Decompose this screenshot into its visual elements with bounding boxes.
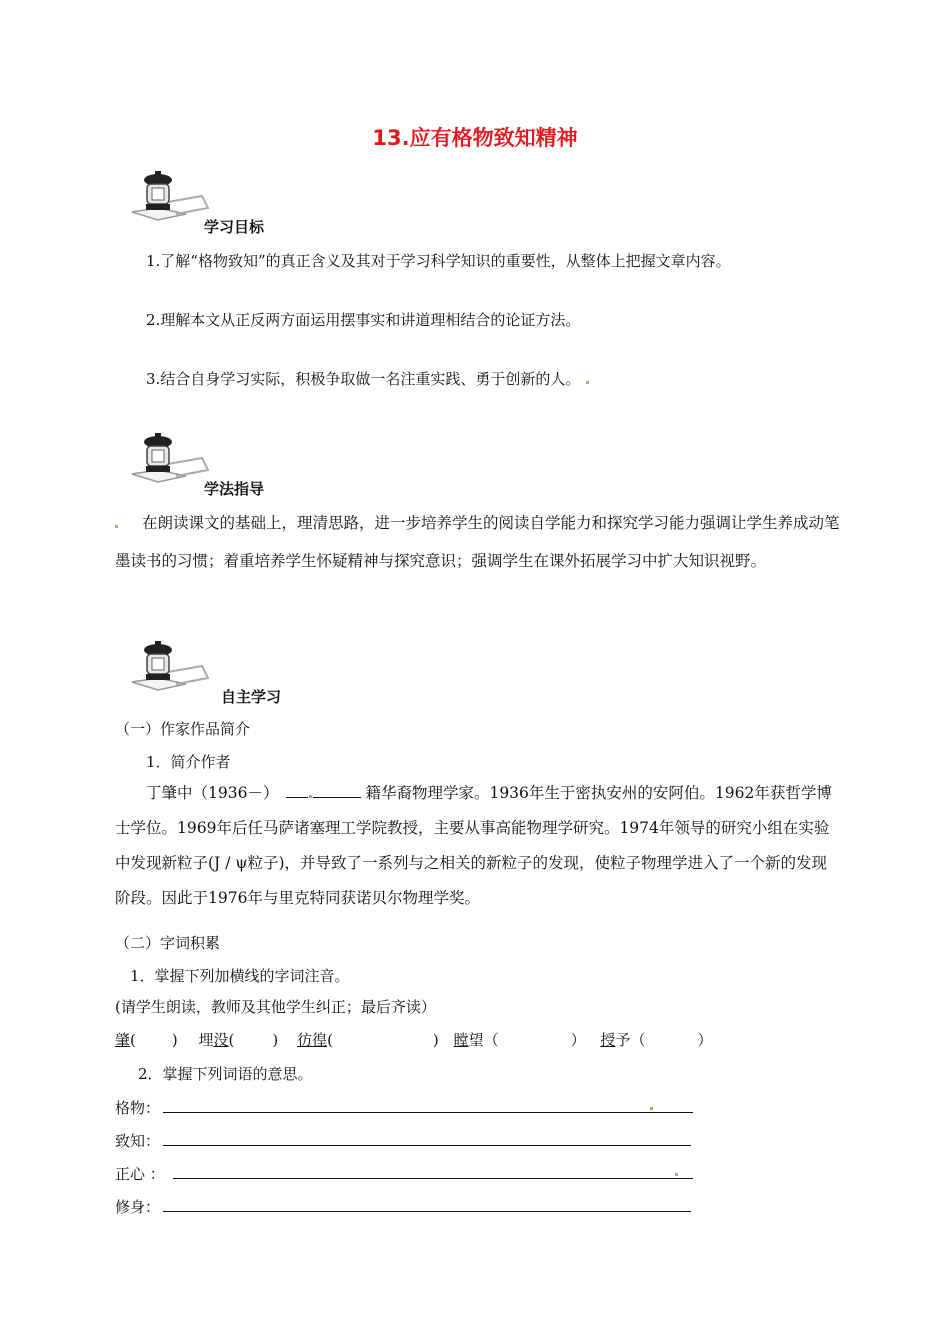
subsection-author-intro: （一）作家作品简介 [115, 720, 251, 738]
vocab-meaning-item: 2．掌握下列词语的意思。 [138, 1065, 313, 1083]
pinyin-word-3: 彷徨 [297, 1031, 328, 1049]
page-title: 13.应有格物致知精神 [372, 126, 578, 150]
pinyin-word-5: 授 [600, 1031, 616, 1049]
term-label-3: 正心 ： [115, 1165, 165, 1183]
author-blank[interactable] [313, 783, 361, 798]
author-paragraph: 丁肇中（1936－） 籍华裔物理学家。1936年生于密执安州的安阿伯。1962年获哲学博士学位。1969年后任马萨诸塞理工学院教授，主要从事高能物理学研究。1974年领导的研究小组在实验中发现新粒子(J / ψ粒子)，并导致了一系列与之相关的新粒子的发现，使粒子物理学进入了一个新的发现阶段。因此于1976年与里克特同获诺贝尔物理学奖。 [115, 784, 832, 907]
term-label-4: 修身： [115, 1198, 161, 1216]
term-label-2: 致知： [115, 1132, 161, 1150]
pinyin-word-1: 肇 [115, 1031, 131, 1049]
term-answer-line-2[interactable] [163, 1145, 691, 1146]
term-answer-line-3[interactable] [173, 1178, 693, 1179]
term-answer-line-4[interactable] [163, 1211, 691, 1212]
lantern-reading-icon [128, 638, 218, 698]
scan-mark [675, 1173, 678, 1176]
author-blank[interactable] [286, 783, 308, 798]
method-paragraph: 在朗读课文的基础上，理清思路，进一步培养学生的阅读自学能力和探究学习能力强调让学生养成动笔墨读书的习惯；着重培养学生怀疑精神与探究意识；强调学生在课外拓展学习中扩大知识视野。 [115, 514, 840, 570]
scan-mark [309, 795, 312, 798]
subsection-vocabulary: （二）字词积累 [115, 934, 221, 952]
goal-item-3: 3.结合自身学习实际，积极争取做一名注重实践、勇于创新的人。 [146, 368, 589, 389]
goal-item-2: 2.理解本文从正反两方面运用摆事实和讲道理相结合的论证方法。 [146, 311, 581, 329]
vocab-note: (请学生朗读，教师及其他学生纠正；最后齐读） [115, 998, 436, 1016]
section-heading-goals: 学习目标 [204, 218, 265, 236]
scan-mark [650, 1107, 653, 1110]
author-intro-item: 1．简介作者 [146, 753, 231, 771]
section-heading-method: 学法指导 [204, 480, 265, 498]
pinyin-word-2: 没 [213, 1031, 229, 1049]
term-label-1: 格物： [115, 1099, 161, 1117]
vocab-pinyin-item: 1．掌握下列加横线的字词注音。 [130, 967, 350, 985]
goal-item-1: 1.了解“格物致知”的真正含义及其对于学习科学知识的重要性，从整体上把握文章内容。 [146, 252, 731, 270]
scan-mark [115, 525, 118, 528]
section-heading-self-study: 自主学习 [221, 688, 282, 706]
term-answer-line-1[interactable] [163, 1112, 693, 1113]
pinyin-word-4: 瞠 [453, 1031, 469, 1049]
scan-mark [586, 381, 589, 384]
pinyin-row: 肇( ) 埋没( ) 彷徨( ) 瞠望（ ） 授予（ ） [115, 1031, 713, 1049]
